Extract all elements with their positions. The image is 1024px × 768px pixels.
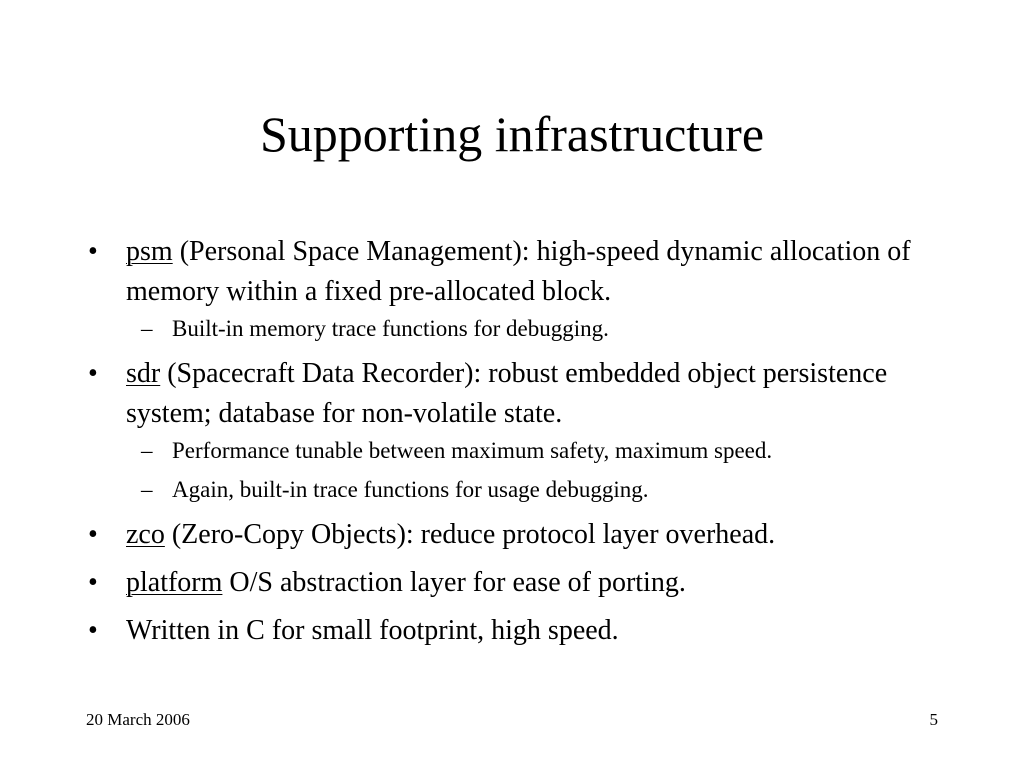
bullet-marker: • [88, 358, 98, 389]
bullet-keyword: psm [126, 236, 173, 267]
bullet-keyword: platform [126, 567, 223, 598]
sub-bullet-list [126, 437, 946, 504]
sub-bullet-marker: – [141, 316, 153, 341]
sub-bullet-marker: – [141, 477, 153, 502]
bullet-keyword: sdr [126, 358, 161, 389]
bullet-item-sdr [86, 354, 946, 504]
bullet-text: Written in C for small footprint, high speed. [126, 615, 619, 646]
slide-title: Supporting infrastructure [259, 106, 765, 162]
bullet-marker: • [88, 567, 98, 598]
bullet-item-zco [86, 515, 946, 555]
sub-bullet-text: Built-in memory trace functions for debugging. [172, 316, 609, 341]
sub-bullet-text: Performance tunable between maximum safety, maximum speed. [172, 438, 773, 463]
sub-bullet-item [126, 476, 946, 504]
sub-bullet-item [126, 315, 946, 343]
bullet-text: (Personal Space Management): high-speed dynamic allocation of memory within a fixed pre-allocated block. [126, 236, 911, 307]
sub-bullet-text: Again, built-in trace functions for usage debugging. [172, 477, 649, 502]
footer-page-number: 5 [929, 710, 938, 729]
sub-bullet-list [126, 315, 946, 343]
bullet-item-psm [86, 232, 946, 343]
bullet-marker: • [88, 236, 98, 267]
bullet-text: (Zero-Copy Objects): reduce protocol layer overhead. [164, 519, 776, 550]
bullet-item-written-in-c [86, 611, 946, 651]
bullet-list [86, 232, 946, 659]
sub-bullet-item [126, 437, 946, 465]
bullet-text: O/S abstraction layer for ease of porting. [222, 567, 686, 598]
bullet-marker: • [88, 519, 98, 550]
bullet-marker: • [88, 615, 98, 646]
bullet-item-platform [86, 563, 946, 603]
sub-bullet-marker: – [141, 438, 153, 463]
bullet-text: (Spacecraft Data Recorder): robust embedded object persistence system; database for non-volatile state. [126, 358, 888, 429]
bullet-keyword: zco [126, 519, 165, 550]
footer-date: 20 March 2006 [86, 710, 190, 729]
